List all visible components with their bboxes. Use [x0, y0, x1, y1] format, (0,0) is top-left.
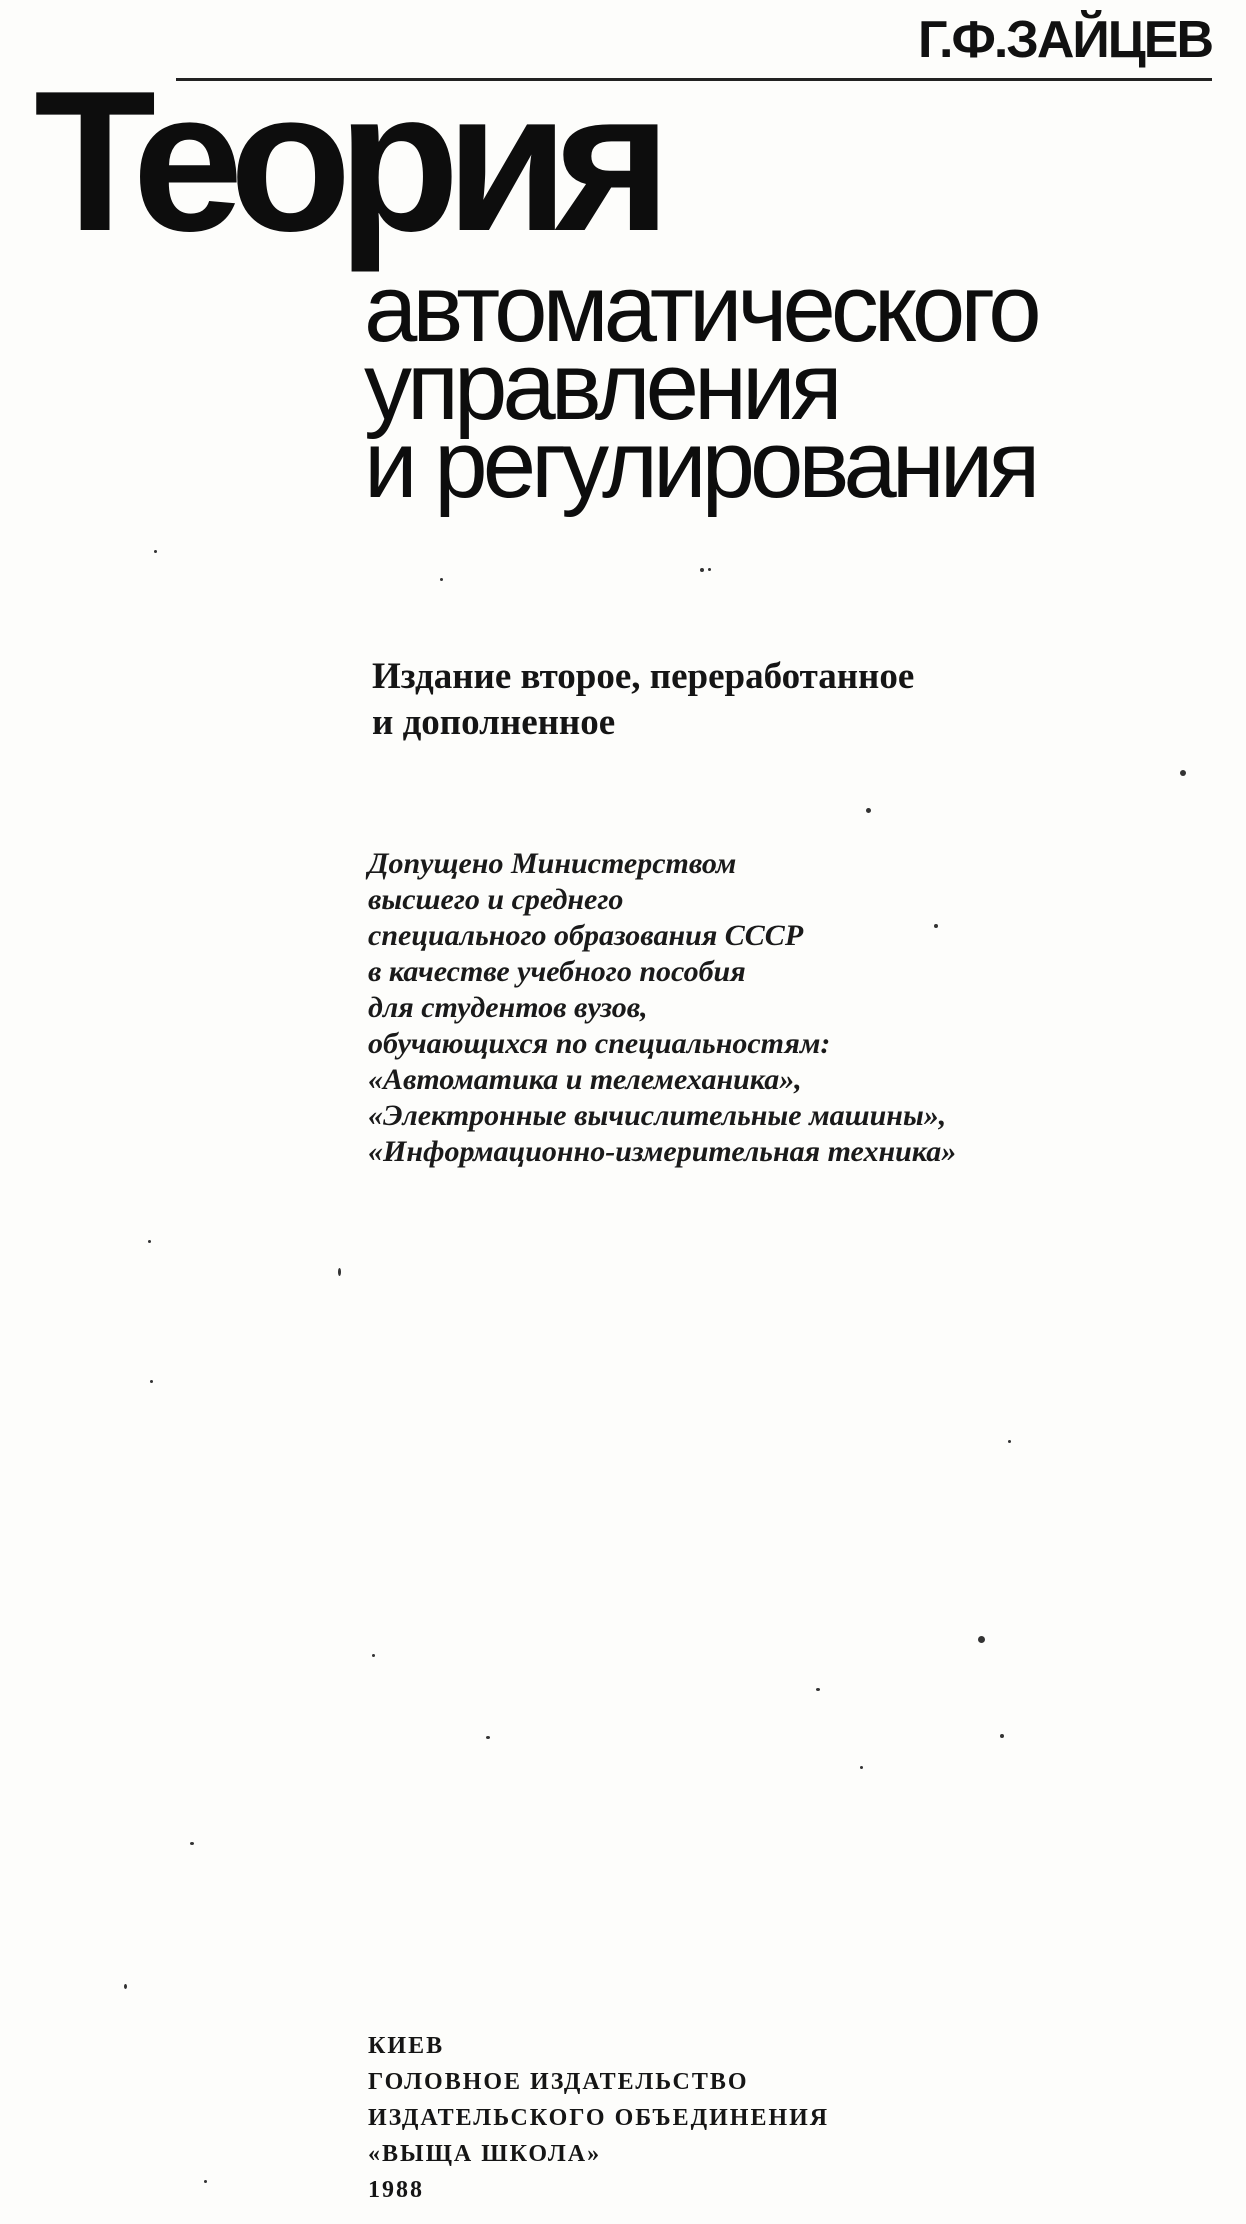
title-line: и регулирования — [364, 411, 1036, 518]
approval-line: «Автоматика и телемеханика», — [368, 1063, 802, 1096]
imprint-line: ИЗДАТЕЛЬСКОГО ОБЪЕДИНЕНИЯ — [368, 2105, 830, 2131]
approval-line: Допущено Министерством — [368, 847, 737, 880]
title-line: автоматического — [364, 255, 1037, 362]
approval-line: «Электронные вычислительные машины», — [368, 1099, 947, 1132]
book-title-main: Теория — [34, 50, 658, 273]
imprint-line: «ВЫЩА ШКОЛА» — [368, 2141, 602, 2167]
scan-speck — [190, 1842, 194, 1845]
title-line: управления — [364, 333, 838, 440]
scan-speck — [708, 568, 711, 571]
imprint-line: ГОЛОВНОЕ ИЗДАТЕЛЬСТВО — [368, 2069, 749, 2095]
approval-line: специального образования СССР — [368, 919, 804, 952]
edition-line: и дополненное — [372, 702, 616, 743]
approval-line: «Информационно-измерительная техника» — [368, 1135, 957, 1168]
edition-line: Издание второе, переработанное — [372, 656, 915, 697]
approval-line: обучающихся по специальностям: — [368, 1027, 831, 1060]
scan-speck — [440, 578, 443, 581]
scan-speck — [816, 1688, 820, 1691]
scan-speck — [866, 808, 871, 813]
scan-speck — [338, 1268, 341, 1276]
scan-speck — [372, 1654, 375, 1657]
ministry-approval-note — [368, 846, 956, 1170]
edition-note — [372, 654, 914, 746]
publisher-imprint — [368, 2028, 829, 2208]
scan-speck — [978, 1636, 985, 1643]
scan-speck — [1008, 1440, 1011, 1443]
scan-speck — [860, 1766, 863, 1769]
scan-speck — [1000, 1734, 1004, 1738]
approval-line: в качестве учебного пособия — [368, 955, 746, 988]
approval-line: для студентов вузов, — [368, 991, 648, 1024]
book-title-subtitle — [364, 255, 1037, 518]
imprint-year: 1988 — [368, 2177, 424, 2203]
scan-speck — [204, 2180, 207, 2183]
scan-speck — [148, 1240, 151, 1243]
scan-speck — [700, 568, 704, 572]
scan-speck — [150, 1380, 153, 1383]
scan-speck — [486, 1736, 490, 1739]
imprint-city: КИЕВ — [368, 2033, 445, 2059]
scan-speck — [1180, 770, 1186, 776]
scan-speck — [124, 1984, 127, 1989]
scan-speck — [934, 924, 938, 928]
author-name: Г.Ф.ЗАЙЦЕВ — [918, 11, 1212, 69]
scan-speck — [154, 550, 157, 553]
approval-line: высшего и среднего — [368, 883, 624, 916]
